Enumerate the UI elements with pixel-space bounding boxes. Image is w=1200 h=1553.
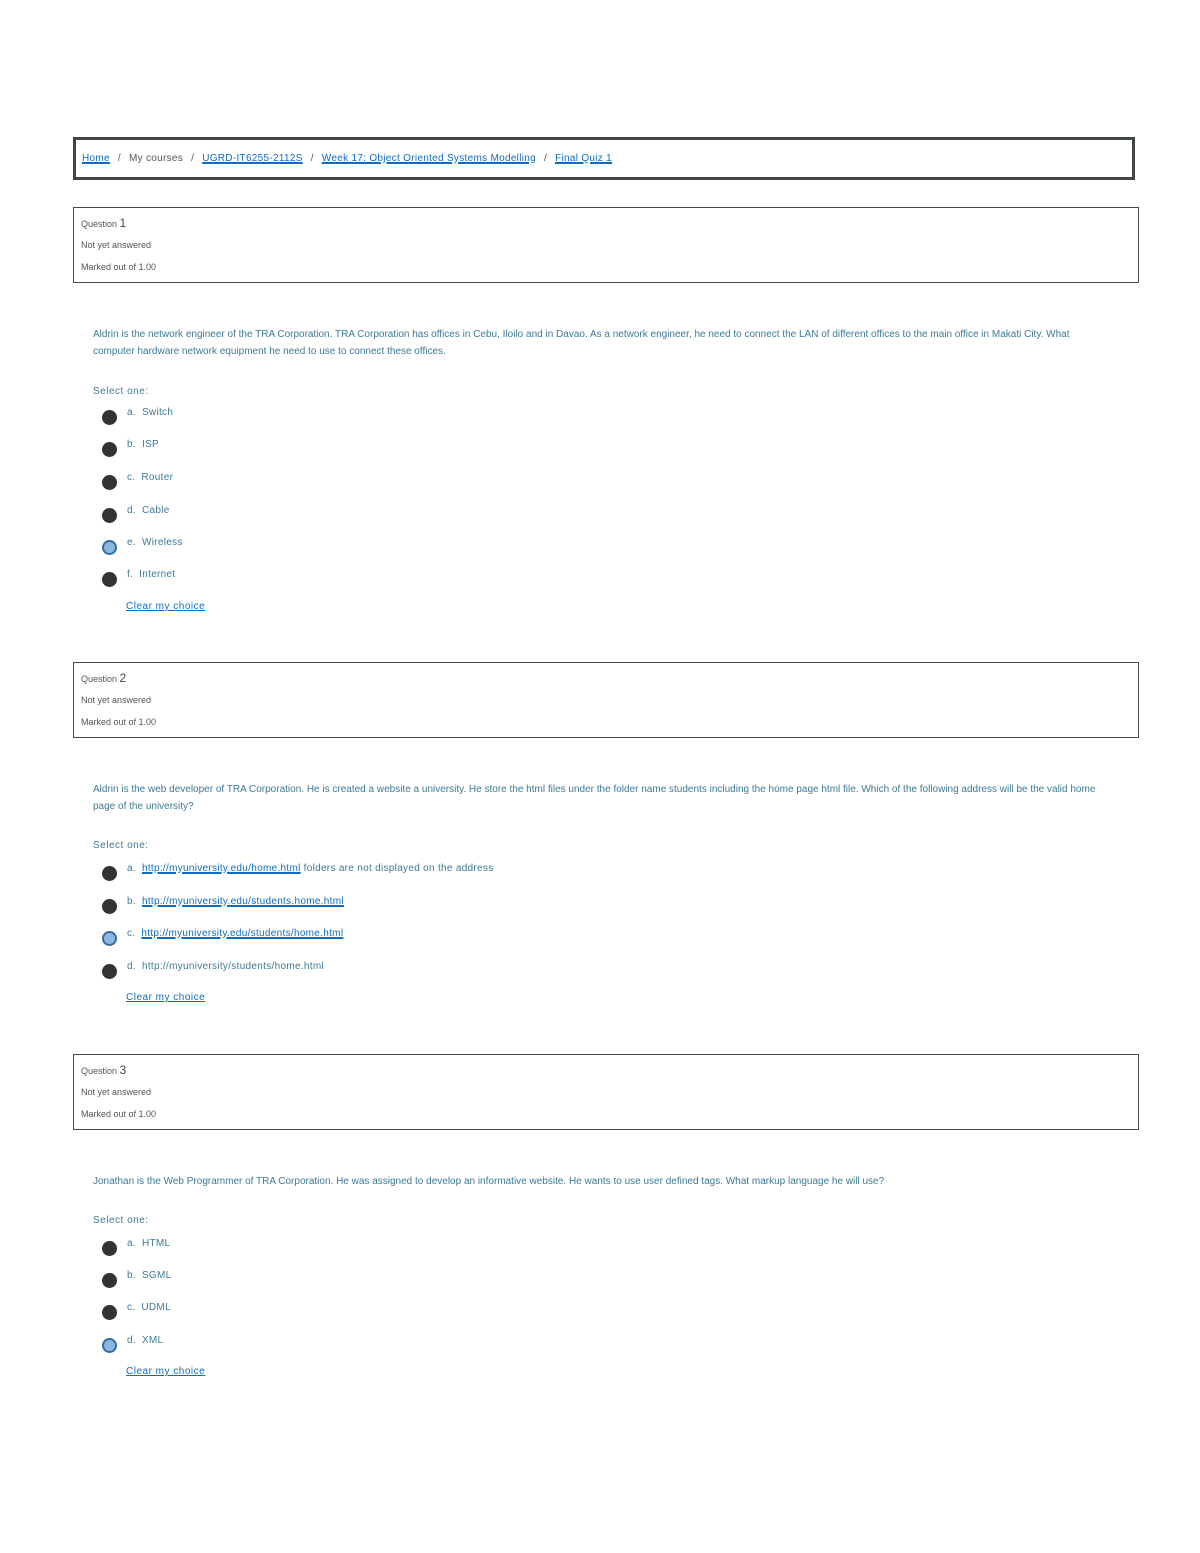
- question-2-option-b[interactable]: [102, 889, 344, 914]
- question-status: Not yet answered: [81, 1087, 152, 1097]
- option-text: XML: [141, 1335, 164, 1346]
- question-label: Question: [81, 1066, 118, 1076]
- radio-button[interactable]: [102, 866, 117, 881]
- question-marks: Marked out of 1.00: [81, 1109, 157, 1119]
- question-3-text: Jonathan is the Web Programmer of TRA Corporation. He was assigned to develop an informative website. He wants to use user defined tags. What markup language he will use?: [93, 1176, 885, 1187]
- question-status: Not yet answered: [81, 695, 152, 705]
- question-1-info: [73, 207, 1139, 283]
- radio-button[interactable]: [102, 1273, 117, 1288]
- question-2-option-a[interactable]: [102, 856, 494, 881]
- breadcrumb-home-link[interactable]: Home: [82, 153, 110, 164]
- question-3-info: [73, 1054, 1139, 1130]
- question-3-option-b[interactable]: [102, 1263, 172, 1288]
- option-letter: d.: [127, 961, 136, 972]
- option-feedback-note: folders are not displayed on the address: [303, 863, 494, 874]
- question-1-option-d[interactable]: [102, 498, 170, 523]
- radio-button[interactable]: [102, 1305, 117, 1320]
- radio-button-selected[interactable]: [102, 540, 117, 555]
- question-1-text: Aldrin is the network engineer of the TRA Corporation. TRA Corporation has offices in Cebu, Iloilo and in Davao. As a network engineer, he need to connect the LAN of different offices to the main office in Makati City. What computer hardware network equipment he need to use to connect these offices.: [93, 329, 1070, 357]
- option-link[interactable]: http://myuniversity.edu/students.home.html: [141, 896, 344, 907]
- radio-button[interactable]: [102, 1241, 117, 1256]
- clear-choice-link[interactable]: Clear my choice: [126, 1366, 206, 1377]
- question-number: 2: [119, 671, 127, 685]
- option-text: Internet: [139, 569, 176, 580]
- option-letter: b.: [127, 1270, 136, 1281]
- option-letter: b.: [127, 439, 136, 450]
- radio-button[interactable]: [102, 410, 117, 425]
- question-marks: Marked out of 1.00: [81, 262, 157, 272]
- option-letter: c.: [127, 472, 136, 483]
- question-2-option-c[interactable]: [102, 921, 343, 946]
- option-text: Router: [141, 472, 174, 483]
- breadcrumb-separator: /: [117, 153, 121, 164]
- question-2-info: [73, 662, 1139, 738]
- option-letter: b.: [127, 896, 136, 907]
- option-letter: c.: [127, 1302, 136, 1313]
- option-letter: a.: [127, 1238, 136, 1249]
- question-1-option-f[interactable]: [102, 562, 175, 587]
- option-link[interactable]: http://myuniversity.edu/students/home.html: [141, 928, 344, 939]
- radio-button-selected[interactable]: [102, 931, 117, 946]
- radio-button-selected[interactable]: [102, 1338, 117, 1353]
- breadcrumb-separator: /: [310, 153, 314, 164]
- question-3-option-d[interactable]: [102, 1328, 163, 1353]
- option-text: HTML: [141, 1238, 171, 1249]
- question-2-option-d[interactable]: [102, 954, 324, 979]
- clear-choice-link[interactable]: Clear my choice: [126, 992, 206, 1003]
- option-letter: f.: [127, 569, 134, 580]
- option-letter: e.: [127, 537, 136, 548]
- radio-button[interactable]: [102, 572, 117, 587]
- radio-button[interactable]: [102, 508, 117, 523]
- breadcrumb-week-link[interactable]: Week 17: Object Oriented Systems Modelling: [321, 153, 536, 164]
- question-label: Question: [81, 219, 118, 229]
- option-letter: a.: [127, 407, 136, 418]
- question-number: 3: [119, 1063, 127, 1077]
- question-1-option-c[interactable]: [102, 465, 173, 490]
- breadcrumb-course-link[interactable]: UGRD-IT6255-2112S: [202, 153, 303, 164]
- option-text: SGML: [141, 1270, 172, 1281]
- question-marks: Marked out of 1.00: [81, 717, 157, 727]
- select-one-label: Select one:: [93, 840, 149, 851]
- breadcrumb: [73, 137, 1135, 180]
- question-number: 1: [119, 216, 127, 230]
- breadcrumb-my-courses: My courses: [128, 153, 184, 164]
- option-text: Wireless: [141, 537, 183, 548]
- radio-button[interactable]: [102, 442, 117, 457]
- question-status: Not yet answered: [81, 240, 152, 250]
- clear-choice-link[interactable]: Clear my choice: [126, 601, 206, 612]
- option-text: http://myuniversity/students/home.html: [141, 961, 324, 972]
- question-1-option-e[interactable]: [102, 530, 183, 555]
- radio-button[interactable]: [102, 475, 117, 490]
- question-label: Question: [81, 674, 118, 684]
- option-link[interactable]: http://myuniversity.edu/home.html: [141, 863, 301, 874]
- radio-button[interactable]: [102, 899, 117, 914]
- option-text: ISP: [141, 439, 159, 450]
- select-one-label: Select one:: [93, 1215, 149, 1226]
- question-1-option-a[interactable]: [102, 400, 173, 425]
- question-3-option-a[interactable]: [102, 1231, 170, 1256]
- breadcrumb-separator: /: [191, 153, 195, 164]
- option-text: Switch: [141, 407, 174, 418]
- option-text: Cable: [141, 505, 170, 516]
- option-letter: d.: [127, 505, 136, 516]
- select-one-label: Select one:: [93, 386, 149, 397]
- option-letter: c.: [127, 928, 136, 939]
- question-3-option-c[interactable]: [102, 1295, 171, 1320]
- breadcrumb-quiz-link[interactable]: Final Quiz 1: [555, 153, 613, 164]
- radio-button[interactable]: [102, 964, 117, 979]
- breadcrumb-separator: /: [543, 153, 548, 164]
- option-text: UDML: [141, 1302, 171, 1313]
- option-letter: d.: [127, 1335, 136, 1346]
- question-2-text: Aldrin is the web developer of TRA Corporation. He is created a website a university. He store the html files under the folder name students including the home page html file. Which of the following address will be the valid home page of the university?: [93, 784, 1096, 812]
- option-letter: a.: [127, 863, 136, 874]
- question-1-option-b[interactable]: [102, 432, 159, 457]
